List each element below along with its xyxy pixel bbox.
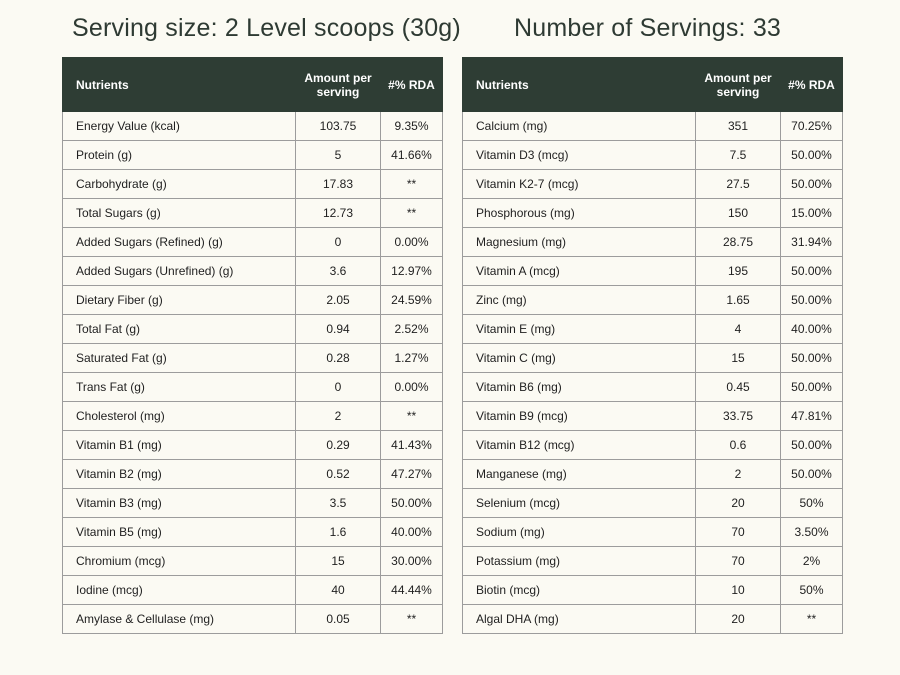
nutrient-name-cell: Protein (g): [63, 141, 296, 170]
nutrient-name-cell: Dietary Fiber (g): [63, 286, 296, 315]
nutrient-name-cell: Biotin (mcg): [463, 576, 696, 605]
nutrient-name-cell: Vitamin D3 (mcg): [463, 141, 696, 170]
rda-cell: 70.25%: [781, 112, 843, 141]
table-header-row: [63, 58, 443, 112]
nutrient-name-cell: Carbohydrate (g): [63, 170, 296, 199]
rda-cell: 3.50%: [781, 518, 843, 547]
nutrient-name-cell: Vitamin B2 (mg): [63, 460, 296, 489]
rda-cell: 1.27%: [381, 344, 443, 373]
table-row: [463, 344, 843, 373]
rda-cell: 50%: [781, 489, 843, 518]
nutrient-name-cell: Vitamin C (mg): [463, 344, 696, 373]
nutrient-name-cell: Saturated Fat (g): [63, 344, 296, 373]
nutrient-name-cell: Energy Value (kcal): [63, 112, 296, 141]
rda-cell: **: [381, 605, 443, 634]
nutrient-name-cell: Sodium (mg): [463, 518, 696, 547]
nutrition-table-right: [462, 57, 843, 634]
table-row: [463, 605, 843, 634]
rda-cell: 50.00%: [781, 286, 843, 315]
amount-cell: 27.5: [696, 170, 781, 199]
nutrient-name-cell: Algal DHA (mg): [463, 605, 696, 634]
amount-cell: 1.65: [696, 286, 781, 315]
rda-cell: 50.00%: [781, 344, 843, 373]
rda-cell: 50.00%: [781, 431, 843, 460]
table-row: [463, 315, 843, 344]
rda-cell: 41.66%: [381, 141, 443, 170]
amount-cell: 0.6: [696, 431, 781, 460]
rda-cell: 0.00%: [381, 228, 443, 257]
nutrition-table-left: [62, 57, 443, 634]
rda-cell: **: [381, 170, 443, 199]
table-row: [63, 547, 443, 576]
table-header-row: [463, 58, 843, 112]
amount-cell: 20: [696, 489, 781, 518]
amount-cell: 2: [696, 460, 781, 489]
amount-cell: 195: [696, 257, 781, 286]
amount-cell: 28.75: [696, 228, 781, 257]
rda-column-header: #% RDA: [381, 58, 443, 112]
nutrients-column-header: Nutrients: [463, 58, 696, 112]
table-row: [63, 460, 443, 489]
table-row: [63, 373, 443, 402]
table-row: [63, 228, 443, 257]
table-row: [63, 112, 443, 141]
table-row: [63, 605, 443, 634]
nutrient-name-cell: Manganese (mg): [463, 460, 696, 489]
nutrient-name-cell: Vitamin K2-7 (mcg): [463, 170, 696, 199]
table-row: [63, 170, 443, 199]
nutrients-column-header: Nutrients: [63, 58, 296, 112]
table-row: [463, 199, 843, 228]
table-row: [463, 228, 843, 257]
table-row: [63, 344, 443, 373]
table-row: [463, 141, 843, 170]
nutrient-name-cell: Vitamin E (mg): [463, 315, 696, 344]
table-row: [463, 489, 843, 518]
amount-cell: 0.28: [296, 344, 381, 373]
amount-cell: 0: [296, 228, 381, 257]
nutrient-name-cell: Total Sugars (g): [63, 199, 296, 228]
rda-cell: 50.00%: [781, 170, 843, 199]
amount-cell: 150: [696, 199, 781, 228]
table-row: [63, 576, 443, 605]
table-row: [463, 112, 843, 141]
rda-cell: 50.00%: [781, 373, 843, 402]
nutrient-name-cell: Vitamin A (mcg): [463, 257, 696, 286]
rda-cell: 2.52%: [381, 315, 443, 344]
table-row: [463, 286, 843, 315]
table-row: [63, 489, 443, 518]
nutrient-name-cell: Cholesterol (mg): [63, 402, 296, 431]
amount-cell: 17.83: [296, 170, 381, 199]
rda-cell: 31.94%: [781, 228, 843, 257]
rda-cell: 12.97%: [381, 257, 443, 286]
table-row: [463, 518, 843, 547]
table-row: [463, 576, 843, 605]
rda-cell: **: [781, 605, 843, 634]
rda-cell: 9.35%: [381, 112, 443, 141]
table-row: [63, 315, 443, 344]
table-row: [63, 199, 443, 228]
amount-cell: 15: [696, 344, 781, 373]
amount-cell: 0.52: [296, 460, 381, 489]
nutrient-name-cell: Added Sugars (Unrefined) (g): [63, 257, 296, 286]
table-row: [63, 141, 443, 170]
rda-column-header: #% RDA: [781, 58, 843, 112]
table-row: [463, 373, 843, 402]
rda-cell: 40.00%: [381, 518, 443, 547]
rda-cell: 24.59%: [381, 286, 443, 315]
nutrient-name-cell: Selenium (mcg): [463, 489, 696, 518]
nutrient-name-cell: Calcium (mg): [463, 112, 696, 141]
nutrient-name-cell: Zinc (mg): [463, 286, 696, 315]
rda-cell: **: [381, 199, 443, 228]
amount-cell: 103.75: [296, 112, 381, 141]
nutrient-name-cell: Phosphorous (mg): [463, 199, 696, 228]
amount-cell: 70: [696, 518, 781, 547]
nutrient-name-cell: Vitamin B3 (mg): [63, 489, 296, 518]
table-row: [463, 402, 843, 431]
rda-cell: 40.00%: [781, 315, 843, 344]
nutrient-name-cell: Total Fat (g): [63, 315, 296, 344]
table-row: [63, 518, 443, 547]
table-row: [63, 257, 443, 286]
table-row: [63, 431, 443, 460]
amount-cell: 3.6: [296, 257, 381, 286]
nutrient-name-cell: Vitamin B1 (mg): [63, 431, 296, 460]
amount-cell: 40: [296, 576, 381, 605]
nutrient-name-cell: Chromium (mcg): [63, 547, 296, 576]
servings-count-heading: Number of Servings: 33: [514, 14, 782, 42]
rda-cell: 50%: [781, 576, 843, 605]
nutrient-name-cell: Iodine (mcg): [63, 576, 296, 605]
amount-cell: 3.5: [296, 489, 381, 518]
table-row: [63, 402, 443, 431]
rda-cell: 50.00%: [781, 141, 843, 170]
rda-cell: 30.00%: [381, 547, 443, 576]
amount-cell: 12.73: [296, 199, 381, 228]
table-row: [463, 460, 843, 489]
table-row: [63, 286, 443, 315]
nutrient-name-cell: Vitamin B5 (mg): [63, 518, 296, 547]
table-row: [463, 257, 843, 286]
rda-cell: 47.27%: [381, 460, 443, 489]
amount-cell: 0.45: [696, 373, 781, 402]
rda-cell: 50.00%: [381, 489, 443, 518]
rda-cell: 50.00%: [781, 257, 843, 286]
rda-cell: 2%: [781, 547, 843, 576]
rda-cell: 50.00%: [781, 460, 843, 489]
nutrient-name-cell: Added Sugars (Refined) (g): [63, 228, 296, 257]
amount-cell: 70: [696, 547, 781, 576]
nutrient-name-cell: Vitamin B6 (mg): [463, 373, 696, 402]
serving-size-heading: Serving size: 2 Level scoops (30g): [72, 14, 461, 42]
rda-cell: **: [381, 402, 443, 431]
nutrient-name-cell: Potassium (mg): [463, 547, 696, 576]
table-row: [463, 170, 843, 199]
amount-cell: 5: [296, 141, 381, 170]
amount-cell: 10: [696, 576, 781, 605]
amount-cell: 2: [296, 402, 381, 431]
table-row: [463, 431, 843, 460]
rda-cell: 44.44%: [381, 576, 443, 605]
amount-cell: 7.5: [696, 141, 781, 170]
nutrient-name-cell: Amylase & Cellulase (mg): [63, 605, 296, 634]
amount-cell: 1.6: [296, 518, 381, 547]
amount-cell: 20: [696, 605, 781, 634]
amount-cell: 15: [296, 547, 381, 576]
amount-column-header: Amount per serving: [696, 58, 781, 112]
nutrient-name-cell: Vitamin B12 (mcg): [463, 431, 696, 460]
rda-cell: 0.00%: [381, 373, 443, 402]
amount-cell: 2.05: [296, 286, 381, 315]
amount-cell: 0.94: [296, 315, 381, 344]
amount-cell: 33.75: [696, 402, 781, 431]
amount-cell: 4: [696, 315, 781, 344]
nutrient-name-cell: Magnesium (mg): [463, 228, 696, 257]
nutrient-name-cell: Vitamin B9 (mcg): [463, 402, 696, 431]
rda-cell: 41.43%: [381, 431, 443, 460]
nutrient-name-cell: Trans Fat (g): [63, 373, 296, 402]
amount-cell: 0.29: [296, 431, 381, 460]
table-row: [463, 547, 843, 576]
rda-cell: 15.00%: [781, 199, 843, 228]
amount-column-header: Amount per serving: [296, 58, 381, 112]
amount-cell: 0: [296, 373, 381, 402]
amount-cell: 0.05: [296, 605, 381, 634]
rda-cell: 47.81%: [781, 402, 843, 431]
amount-cell: 351: [696, 112, 781, 141]
